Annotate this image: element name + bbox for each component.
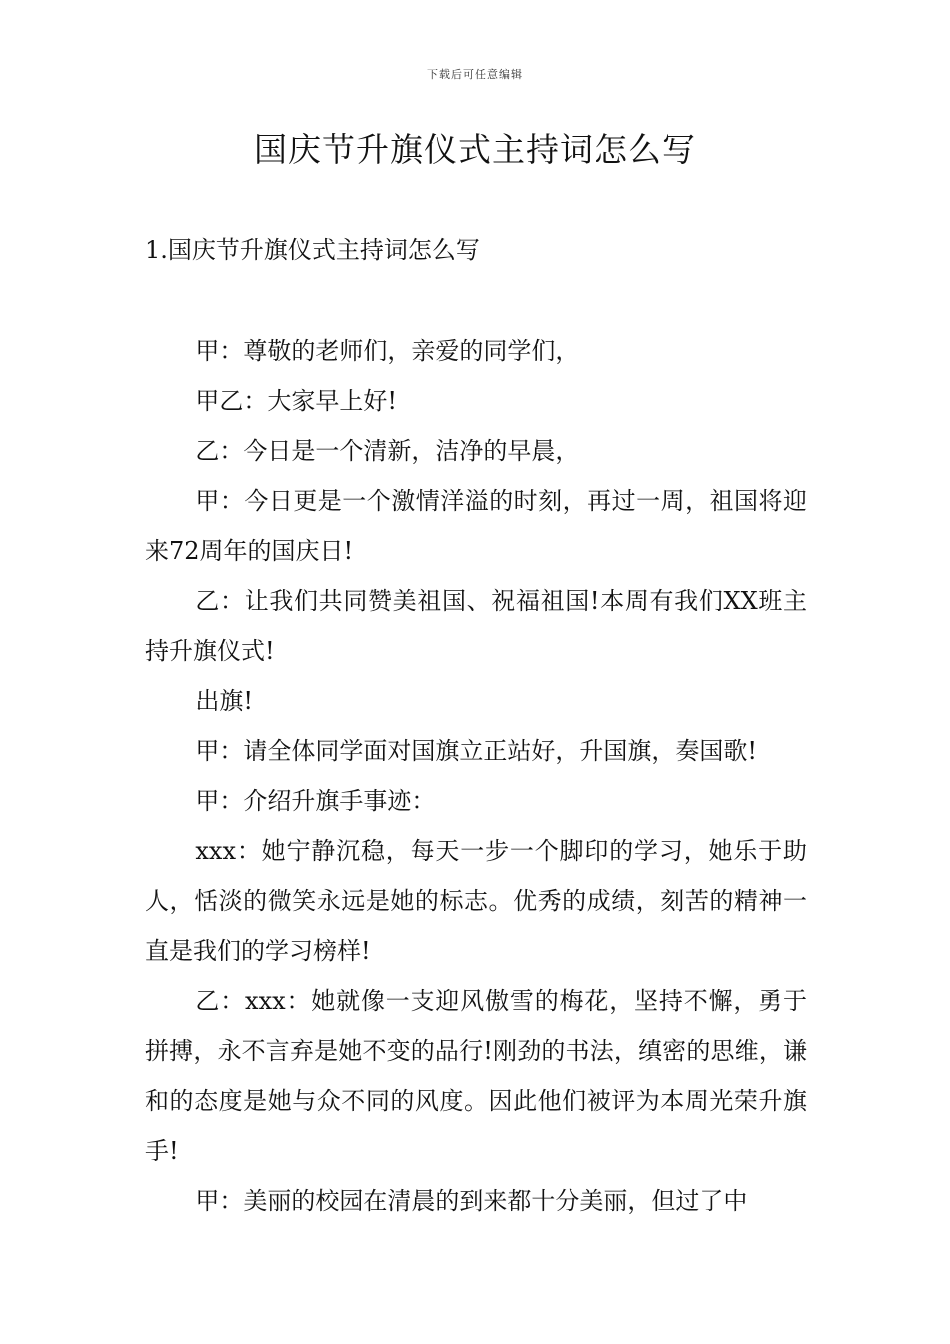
- paragraph: 甲：美丽的校园在清晨的到来都十分美丽，但过了中: [195, 1187, 748, 1215]
- paragraph: 乙：xxx：她就像一支迎风傲雪的梅花，坚持不懈，勇于拼搏，永不言弃是她不变的品行!刚劲的书法，缜密的思维，谦和的态度是她与众不同的风度。因此他们被评为本周光荣升旗手!: [145, 987, 807, 1165]
- section-heading: 1.国庆节升旗仪式主持词怎么写: [145, 236, 480, 264]
- paragraph: 乙：今日是一个清新，洁净的早晨，: [195, 437, 580, 465]
- paragraph: xxx：她宁静沉稳，每天一步一个脚印的学习，她乐于助人，恬淡的微笑永远是她的标志。优秀的成绩，刻苦的精神一直是我们的学习榜样!: [145, 837, 807, 965]
- paragraph: 乙：让我们共同赞美祖国、祝福祖国!本周有我们XX班主持升旗仪式!: [145, 587, 807, 665]
- paragraph: 甲：请全体同学面对国旗立正站好，升国旗，奏国歌!: [195, 737, 758, 765]
- paragraph: 甲：尊敬的老师们，亲爱的同学们，: [195, 337, 580, 365]
- paragraph: 甲：介绍升旗手事迹：: [195, 787, 436, 815]
- document-title: 国庆节升旗仪式主持词怎么写: [254, 130, 696, 169]
- paragraph: 甲：今日更是一个激情洋溢的时刻，再过一周，祖国将迎来72周年的国庆日!: [145, 487, 807, 565]
- paragraph: 甲乙：大家早上好!: [195, 387, 398, 415]
- document-body: [145, 326, 807, 1226]
- paragraph: 出旗!: [195, 687, 254, 715]
- header-note: 下载后可任意编辑: [427, 68, 523, 81]
